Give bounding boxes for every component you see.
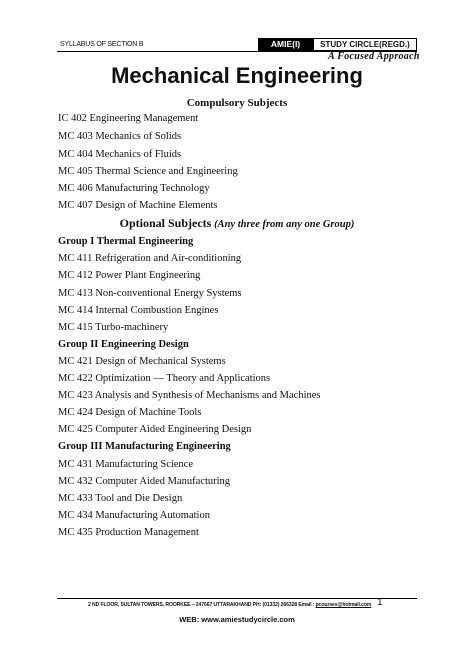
compulsory-heading: Compulsory Subjects [186,97,288,109]
group-item: MC 435 Production Management [58,527,199,538]
compulsory-item: MC 404 Mechanics of Fluids [58,149,182,160]
group-item: MC 432 Computer Aided Manufacturing [58,476,231,487]
compulsory-item: MC 406 Manufacturing Technology [58,183,210,194]
optional-note: (Any three from any one Group) [214,219,355,230]
optional-heading-line [0,216,474,231]
group-item: MC 415 Turbo-machinery [58,322,169,333]
footer-address: 2 ND FLOOR, SULTAN TOWERS, ROORKEE – 247667 UTTARAKHAND PH: (01332) 266328 Email : [88,602,316,608]
group-item: MC 422 Optimization — Theory and Applications [58,373,271,384]
group-item: MC 414 Internal Combustion Engines [58,305,219,316]
compulsory-item: MC 407 Design of Machine Elements [58,200,218,211]
group-item: MC 412 Power Plant Engineering [58,270,201,281]
tagline: A Focused Approach [328,51,420,62]
group-item: MC 431 Manufacturing Science [58,459,194,470]
group-title: Group III Manufacturing Engineering [58,441,231,452]
footer-rule [57,598,417,599]
compulsory-item: MC 405 Thermal Science and Engineering [58,166,238,177]
group-item: MC 424 Design of Machine Tools [58,407,202,418]
footer-address-line [88,602,388,608]
group-item: MC 425 Computer Aided Engineering Design [58,424,252,435]
group-item: MC 434 Manufacturing Automation [58,510,210,521]
compulsory-item: IC 402 Engineering Management [58,113,199,124]
amie-badge: AMIE(I) [258,38,313,51]
group-item: MC 413 Non-conventional Energy Systems [58,288,242,299]
group-item: MC 423 Analysis and Synthesis of Mechanisms and Machines [58,390,321,401]
study-circle-badge: STUDY CIRCLE(REGD.) [313,38,417,51]
group-item: MC 411 Refrigeration and Air-conditioning [58,253,242,264]
compulsory-item: MC 403 Mechanics of Solids [58,131,182,142]
group-title: Group I Thermal Engineering [58,236,194,247]
footer-website-link[interactable]: WEB: www.amiestudycircle.com [179,615,295,624]
footer-email-link[interactable]: pcourses@hotmail.com [315,602,372,608]
group-item: MC 421 Design of Mechanical Systems [58,356,226,367]
optional-heading: Optional Subjects [119,216,212,230]
group-title: Group II Engineering Design [58,339,189,350]
header-left-label: SYLLABUS OF SECTION B [60,41,144,48]
group-item: MC 433 Tool and Die Design [58,493,183,504]
page-number: 1 [377,597,383,608]
page-title: Mechanical Engineering [111,63,363,88]
